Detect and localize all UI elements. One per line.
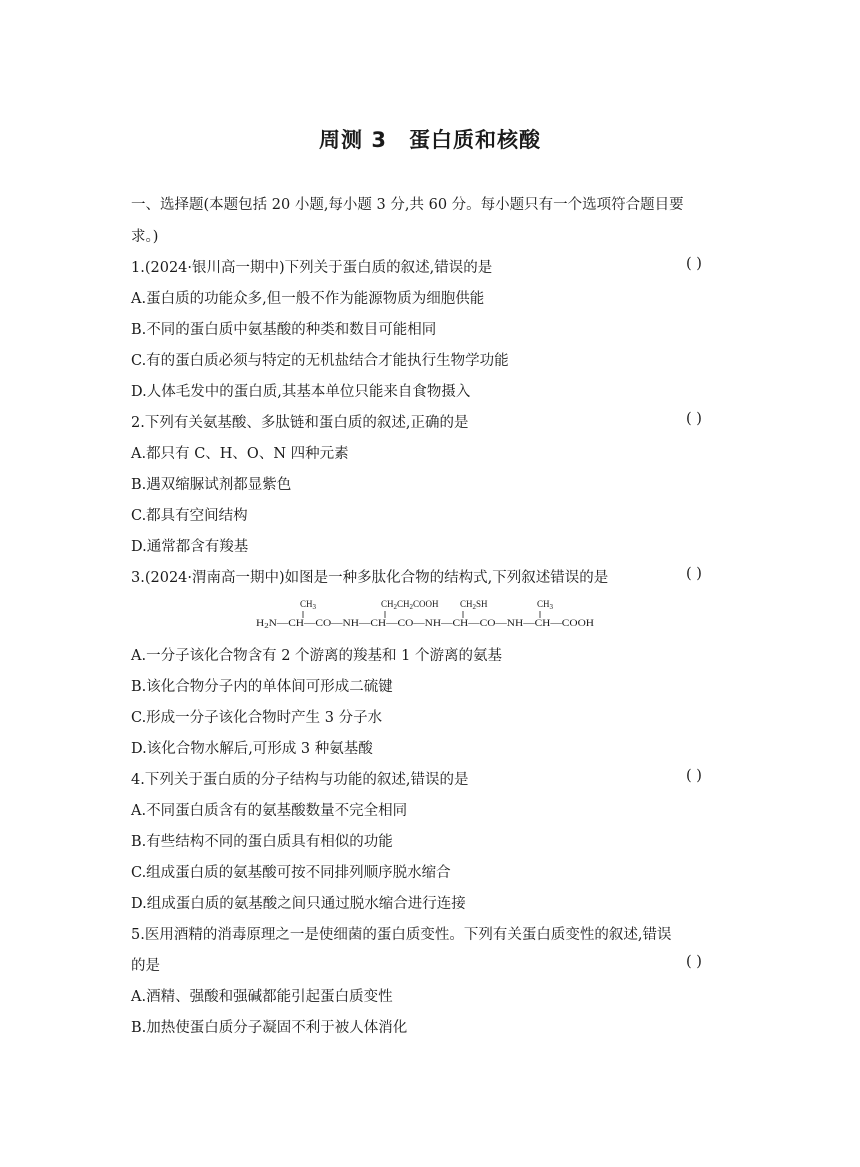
answer-blank-1: ( ) xyxy=(686,256,702,272)
answer-blank-5: ( ) xyxy=(686,954,702,970)
question-1-option-d: D.人体毛发中的蛋白质,其基本单位只能来自食物摄入 xyxy=(131,384,471,400)
title-sub: 蛋白质和核酸 xyxy=(408,128,541,152)
question-5-option-b: B.加热使蛋白质分子凝固不利于被人体消化 xyxy=(131,1020,408,1036)
question-2-option-a: A.都只有 C、H、O、N 四种元素 xyxy=(131,446,349,462)
question-2-stem: 2.下列有关氨基酸、多肽链和蛋白质的叙述,正确的是 xyxy=(131,415,469,431)
page-title xyxy=(0,124,860,154)
question-2-option-d: D.通常都含有羧基 xyxy=(131,539,249,555)
side-chain-3: $CH_2SH$ xyxy=(460,599,488,611)
question-1-stem: 1.(2024·银川高一期中)下列关于蛋白质的叙述,错误的是 xyxy=(131,260,493,276)
title-main: 周测 3 xyxy=(319,128,387,152)
question-4-option-b: B.有些结构不同的蛋白质具有相似的功能 xyxy=(131,834,393,850)
question-3-option-c: C.形成一分子该化合物时产生 3 分子水 xyxy=(131,710,383,726)
side-chain-2: $CH_2CH_2COOH$ xyxy=(381,599,439,611)
question-2-option-b: B.遇双缩脲试剂都显紫色 xyxy=(131,477,292,493)
answer-blank-2: ( ) xyxy=(686,411,702,427)
polypeptide-structural-formula xyxy=(256,598,596,630)
question-4-option-d: D.组成蛋白质的氨基酸之间只通过脱水缩合进行连接 xyxy=(131,896,466,912)
question-1-option-b: B.不同的蛋白质中氨基酸的种类和数目可能相同 xyxy=(131,322,437,338)
question-3-option-d: D.该化合物水解后,可形成 3 种氨基酸 xyxy=(131,741,373,757)
question-4-option-c: C.组成蛋白质的氨基酸可按不同排列顺序脱水缩合 xyxy=(131,865,451,881)
section-instruction-line1: 一、选择题(本题包括 20 小题,每小题 3 分,共 60 分。每小题只有一个选项符合题目要 xyxy=(131,197,684,213)
question-3-stem: 3.(2024·渭南高一期中)如图是一种多肽化合物的结构式,下列叙述错误的是 xyxy=(131,570,609,586)
question-1-option-a: A.蛋白质的功能众多,但一般不作为能源物质为细胞供能 xyxy=(131,291,485,307)
question-4-option-a: A.不同蛋白质含有的氨基酸数量不完全相同 xyxy=(131,803,408,819)
question-5-stem-line2: 的是 xyxy=(131,958,160,974)
section-instruction-line2: 求。) xyxy=(131,229,159,245)
formula-backbone: H $_2$N—CH—CO—NH—CH—CO—NH—CH—CO—NH—CH—COOH xyxy=(256,618,527,630)
question-1-option-c: C.有的蛋白质必须与特定的无机盐结合才能执行生物学功能 xyxy=(131,353,509,369)
question-4-stem: 4.下列关于蛋白质的分子结构与功能的叙述,错误的是 xyxy=(131,772,469,788)
answer-blank-4: ( ) xyxy=(686,768,702,784)
question-3-option-a: A.一分子该化合物含有 2 个游离的羧基和 1 个游离的氨基 xyxy=(131,648,502,664)
question-5-stem-line1: 5.医用酒精的消毒原理之一是使细菌的蛋白质变性。下列有关蛋白质变性的叙述,错误 xyxy=(131,927,672,943)
question-3-option-b: B.该化合物分子内的单体间可形成二硫键 xyxy=(131,679,393,695)
question-5-option-a: A.酒精、强酸和强碱都能引起蛋白质变性 xyxy=(131,989,393,1005)
side-chain-4: $CH_3$ xyxy=(537,599,554,611)
answer-blank-3: ( ) xyxy=(686,566,702,582)
side-chain-1: $CH_3$ xyxy=(300,599,317,611)
question-2-option-c: C.都具有空间结构 xyxy=(131,508,248,524)
